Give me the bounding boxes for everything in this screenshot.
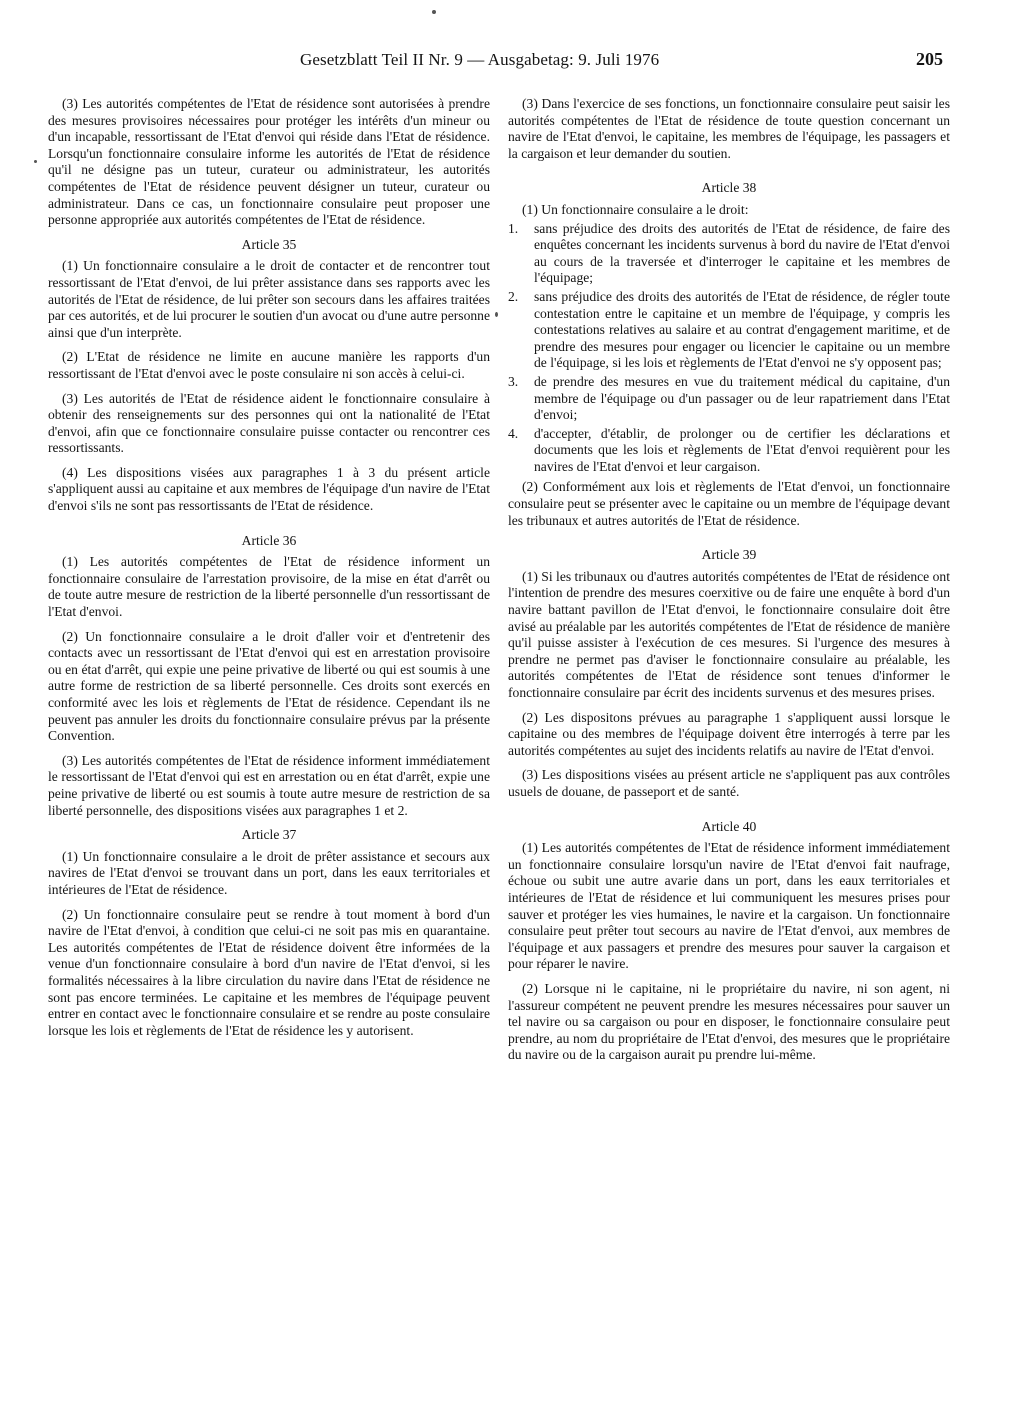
paragraph: (3) Les dispositions visées au présent article ne s'appliquent pas aux contrôles usuels de douane, de passeport et de santé. <box>508 767 950 799</box>
list-item <box>508 374 950 424</box>
list-text: de prendre des mesures en vue du traitement médical du capitaine, d'un membre de l'équipage ou d'un passager ou de leur rapatriement dans l'Etat d'envoi; <box>534 373 950 423</box>
scan-speck <box>495 312 498 317</box>
paragraph: (1) Un fonctionnaire consulaire a le droit de contacter et de rencontrer tout ressortissant de l'Etat d'envoi, de lui prêter assistance dans ses rapports avec les autorités de l'Etat de résidence, de lui prêter son secours dans les affaires traitées par ces autorités, et de lui procurer le soutien d'un avocat ou d'une autre personne ainsi que d'un interprète. <box>48 258 490 340</box>
paragraph: (3) Les autorités compétentes de l'Etat de résidence sont autorisées à prendre des mesures provisoires nécessaires pour protéger les intérêts d'un mineur ou d'un incapable, ressortissant de l'Etat d'envoi qui réside dans l'Etat de résidence. Lorsqu'un fonctionnaire consulaire informe les autorités de l'Etat de résidence qu'il ne désigne pas un tuteur, curateur ou administrateur, les autorités compétentes de l'Etat de résidence peuvent désigner un tuteur, curateur ou administrateur. Dans ce cas, un fonctionnaire consulaire peut proposer une personne appropriée aux autorités compétentes de l'Etat de résidence. <box>48 96 490 228</box>
left-column <box>48 96 490 1047</box>
list-item <box>508 426 950 476</box>
list-text: sans préjudice des droits des autorités de l'Etat de résidence, de régler toute contestation entre le capitaine et un membre de l'équipage, y compris les contestations relatives au salaire et au contrat d'engagement maritime, et de prendre des mesures pour engager ou licencier le capitaine ou un membre de l'équipage, si les lois et règlements de l'Etat d'envoi ne s'y opposent pas; <box>534 288 950 371</box>
paragraph: (1) Un fonctionnaire consulaire a le droit: <box>522 201 749 217</box>
article-heading: Article 39 <box>701 547 757 563</box>
list-number: 4. <box>508 425 519 441</box>
list-item <box>508 289 950 372</box>
paragraph: (2) Les dispositons prévues au paragraphe 1 s'appliquent aussi lorsque le capitaine ou des membres de l'équipage doivent être interrogés à terre par les autorités compétentes au sujet des incidents relatifs au navire de l'Etat d'envoi. <box>508 709 950 758</box>
article-heading: Article 35 <box>241 236 297 252</box>
paragraph: (4) Les dispositions visées aux paragraphes 1 à 3 du présent article s'appliquent aussi au capitaine et aux membres de l'équipage d'un navire de l'Etat d'envoi s'ils ne sont pas ressortissants de l'Etat de résidence. <box>48 464 490 514</box>
list-number: 3. <box>508 373 519 389</box>
paragraph: (2) Un fonctionnaire consulaire peut se rendre à tout moment à bord d'un navire de l'Etat d'envoi, à condition que celui-ci ne soit pas mis en quarantaine. Les autorités compétentes de l'Etat de résidence doivent être informées de la venue d'un fonctionnaire consulaire à bord d'un navire de l'Etat d'envoi, si les formalités nécessaires à la libre circulation du navire dans l'Etat de résidence ne sont pas encore terminées. Le capitaine et les membres de l'équipage peuvent entrer en contact avec le fonctionnaire consulaire et se rendre au poste consulaire lorsque les lois et règlements de l'Etat de résidence les y autorisent. <box>48 906 490 1038</box>
page-number: 205 <box>916 49 943 69</box>
list-text: d'accepter, d'établir, de prolonger ou de certifier les déclarations et documents que les lois et règlements de l'Etat d'envoi requièrent pour les navires de l'Etat d'envoi et leur cargaison. <box>534 425 950 474</box>
paragraph: (2) Lorsque ni le capitaine, ni le propriétaire du navire, ni son agent, ni l'assureur compétent ne peuvent prendre les mesures nécessaires pour sauver un tel navire ou sa cargaison ou pour en disposer, le fonctionnaire consulaire peut prendre, au nom du propriétaire de l'Etat d'envoi, des mesures que le propriétaire du navire ou de la cargaison aurait pu prendre lui-même. <box>508 980 950 1063</box>
scan-speck <box>34 160 37 163</box>
paragraph: (2) Conformément aux lois et règlements de l'Etat d'envoi, un fonctionnaire consulaire peut se présenter avec le capitaine ou un membre de l'équipage devant les tribunaux et autres autorités de l'Etat de résidence. <box>508 479 950 528</box>
paragraph: (1) Si les tribunaux ou d'autres autorités compétentes de l'Etat de résidence ont l'intention de prendre des mesures coerxitive ou de faire une enquête à bord d'un navire battant pavillon de l'Etat d'envoi, le fonctionnaire consulaire doit être avisé au préalable par les autorités compétentes de l'Etat de résidence de manière qu'il puisse assister à l'exécution de ces mesures. Si l'urgence des mesures à prendre ne permet pas d'aviser le fonctionnaire consulaire au préalable, les autorités compétentes de l'Etat de résidence sont tenues d'informer le fonctionnaire consulaire par écrit des incidents survenus et des mesures prises. <box>508 568 950 700</box>
right-column <box>508 96 950 1072</box>
list-text: sans préjudice des droits des autorités de l'Etat de résidence, de faire des enquêtes concernant les incidents survenus à bord du navire de l'Etat d'envoi au cours de la traversée et d'interroger le capitaine et les membres de l'équipage; <box>534 220 950 286</box>
article-heading: Article 40 <box>701 818 757 834</box>
paragraph: (2) L'Etat de résidence ne limite en aucune manière les rapports d'un ressortissant de l'Etat d'envoi avec le poste consulaire ni son accès à celui-ci. <box>48 349 490 381</box>
list-item <box>508 221 950 287</box>
numbered-list <box>508 221 950 476</box>
paragraph: (1) Un fonctionnaire consulaire a le droit de prêter assistance et secours aux navires de l'Etat d'envoi se trouvant dans un port, dans les eaux territoriales et intérieures de l'Etat de résidence. <box>48 848 490 897</box>
list-number: 2. <box>508 288 519 304</box>
article-heading: Article 37 <box>241 827 297 843</box>
paragraph: (3) Les autorités compétentes de l'Etat de résidence informent immédiatement le ressortissant de l'Etat d'envoi qui est en arrestation ou en état d'arrêt, expie une peine privative de liberté ou est soumis à toute autre mesure de restriction de sa liberté personnelle, des dispositions visées aux paragraphes 1 et 2. <box>48 752 490 818</box>
list-number: 1. <box>508 220 519 236</box>
gazette-title: Gesetzblatt Teil II Nr. 9 — Ausgabetag: 9. Juli 1976 <box>300 50 660 69</box>
page-header <box>0 50 1024 80</box>
scan-speck <box>432 10 436 14</box>
article-heading: Article 38 <box>701 180 757 196</box>
paragraph: (3) Les autorités de l'Etat de résidence aident le fonctionnaire consulaire à obtenir des renseignements sur des personnes qui ont la nationalité de l'Etat d'envoi, afin que ce fonctionnaire consulaire puisse contacter ou rencontrer ces ressortissants. <box>48 390 490 456</box>
paragraph: (1) Les autorités compétentes de l'Etat de résidence informent immédiatement un fonctionnaire consulaire lorsqu'un navire de l'Etat d'envoi fait naufrage, échoue ou subit une autre avarie dans un port, dans les eaux territoriales et intérieures de l'Etat de résidence et lui communiquent les mesures prises pour sauver et protéger les vies humaines, le navire et la cargaison. Un fonctionnaire consulaire peut prêter tout secours au navire de l'Etat d'envoi, aux membres de l'équipage et aux passagers et prendre des mesures pour sauver la cargaison et pour réparer le navire. <box>508 840 950 972</box>
paragraph: (1) Les autorités compétentes de l'Etat de résidence informent un fonctionnaire consulaire de l'arrestation provisoire, de la mise en état d'arrêt ou de toute autre mesure de restriction de la liberté personnelle d'un ressortissant de l'Etat d'envoi. <box>48 554 490 620</box>
paragraph: (2) Un fonctionnaire consulaire a le droit d'aller voir et d'entretenir des contacts avec un ressortissant de l'Etat d'envoi qui est en arrestation provisoire ou en état d'arrêt, qui expie une peine privative de liberté ou qui est soumis à une autre forme de restriction de sa liberté personnelle. Ces droits sont exercés en conformité avec les lois et règlements de l'Etat de résidence. Cependant ils ne peuvent pas annuler les droits du fonctionnaire consulaire prévus par la présente Convention. <box>48 628 490 744</box>
article-heading: Article 36 <box>241 532 297 548</box>
paragraph: (3) Dans l'exercice de ses fonctions, un fonctionnaire consulaire peut saisir les autorités compétentes de l'Etat de résidence de toute question concernant un navire de l'Etat d'envoi, le capitaine, les membres de l'équipage, les passagers et la cargaison et leur demander du soutien. <box>508 96 950 161</box>
